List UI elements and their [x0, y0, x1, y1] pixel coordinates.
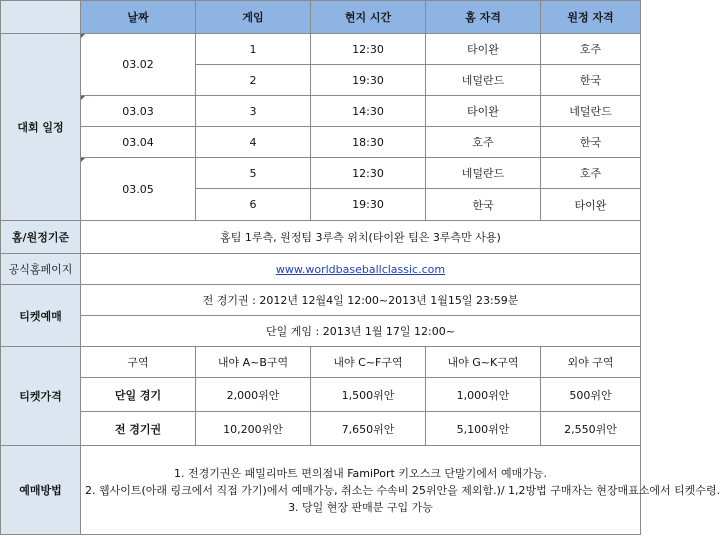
official-site-row	[1, 254, 641, 285]
home-cell: 타이완	[426, 34, 541, 65]
booking-method-line: 3. 당일 현장 판매분 구입 가능	[288, 500, 433, 514]
schedule-label: 대회 일정	[1, 34, 81, 221]
home-away-text: 홈팀 1루측, 원정팀 3루측 위치(타이완 팀은 3루측만 사용)	[81, 221, 641, 254]
booking-method-row	[1, 446, 641, 535]
price-cell: 7,650위안	[311, 412, 426, 446]
corner-cell	[1, 1, 81, 34]
price-cell: 1,500위안	[311, 378, 426, 412]
price-cell: 2,550위안	[541, 412, 641, 446]
price-header-row	[1, 347, 641, 378]
booking-method-line: 2. 웹사이트(아래 링크에서 직접 가기)에서 예매가능, 취소는 수속비 25위안을 제외함.)/ 1,2방법 구매자는 현장매표소에서 티켓수령.	[85, 483, 720, 497]
home-away-row	[1, 221, 641, 254]
price-header-cell: 구역	[81, 347, 196, 378]
ticket-sale-row	[1, 316, 641, 347]
time-cell: 19:30	[311, 65, 426, 96]
ticket-sale-all-games: 전 경기권 : 2012년 12월4일 12:00~2013년 1월15일 23:59분	[81, 285, 641, 316]
price-row	[1, 412, 641, 446]
booking-method-line: 1. 전경기권은 패밀리마트 편의점내 FamiPort 키오스크 단말기에서 예매가능.	[173, 466, 547, 480]
date-cell: 03.03	[81, 96, 196, 127]
away-cell: 타이완	[541, 189, 641, 221]
price-cell: 500위안	[541, 378, 641, 412]
cell-comment-marker	[81, 158, 85, 162]
ticket-sale-row	[1, 285, 641, 316]
official-site-label: 공식홈페이지	[1, 254, 81, 285]
ticket-price-label: 티켓가격	[1, 347, 81, 446]
ticket-sale-single-game: 단일 게임 : 2013년 1월 17일 12:00~	[81, 316, 641, 347]
price-cell: 2,000위안	[196, 378, 311, 412]
booking-method-cell	[81, 446, 720, 535]
price-cell: 5,100위안	[426, 412, 541, 446]
time-cell: 18:30	[311, 127, 426, 158]
price-row	[1, 378, 641, 412]
price-header-cell: 내야 G~K구역	[426, 347, 541, 378]
price-header-cell: 내야 C~F구역	[311, 347, 426, 378]
home-cell: 네덜란드	[426, 158, 541, 189]
header-away: 원정 자격	[541, 1, 641, 34]
time-cell: 12:30	[311, 34, 426, 65]
table-row	[1, 127, 641, 158]
home-cell: 한국	[426, 189, 541, 221]
date-cell: 03.05	[81, 158, 196, 221]
official-site-cell	[81, 254, 641, 285]
header-local-time: 현지 시간	[311, 1, 426, 34]
game-cell: 2	[196, 65, 311, 96]
away-cell: 한국	[541, 65, 641, 96]
price-cell: 10,200위안	[196, 412, 311, 446]
table-row	[1, 158, 641, 189]
away-cell: 한국	[541, 127, 641, 158]
game-cell: 5	[196, 158, 311, 189]
home-away-label: 홈/원정기준	[1, 221, 81, 254]
price-type-cell: 단일 경기	[81, 378, 196, 412]
away-cell: 네덜란드	[541, 96, 641, 127]
price-header-cell: 외야 구역	[541, 347, 641, 378]
price-header-cell: 내야 A~B구역	[196, 347, 311, 378]
game-cell: 4	[196, 127, 311, 158]
table-row	[1, 34, 641, 65]
cell-comment-marker	[81, 34, 85, 38]
time-cell: 14:30	[311, 96, 426, 127]
game-cell: 1	[196, 34, 311, 65]
away-cell: 호주	[541, 34, 641, 65]
home-cell: 네덜란드	[426, 65, 541, 96]
header-home: 홈 자격	[426, 1, 541, 34]
home-cell: 호주	[426, 127, 541, 158]
game-cell: 6	[196, 189, 311, 221]
price-type-cell: 전 경기권	[81, 412, 196, 446]
table-row	[1, 96, 641, 127]
date-cell: 03.02	[81, 34, 196, 96]
header-game: 게임	[196, 1, 311, 34]
time-cell: 19:30	[311, 189, 426, 221]
header-row	[1, 1, 641, 34]
date-cell: 03.04	[81, 127, 196, 158]
home-cell: 타이완	[426, 96, 541, 127]
price-cell: 1,000위안	[426, 378, 541, 412]
header-date: 날짜	[81, 1, 196, 34]
official-site-link[interactable]: www.worldbaseballclassic.com	[275, 262, 446, 276]
ticket-sale-label: 티켓예매	[1, 285, 81, 347]
cell-comment-marker	[81, 96, 85, 100]
away-cell: 호주	[541, 158, 641, 189]
booking-method-label: 예매방법	[1, 446, 81, 535]
game-cell: 3	[196, 96, 311, 127]
time-cell: 12:30	[311, 158, 426, 189]
